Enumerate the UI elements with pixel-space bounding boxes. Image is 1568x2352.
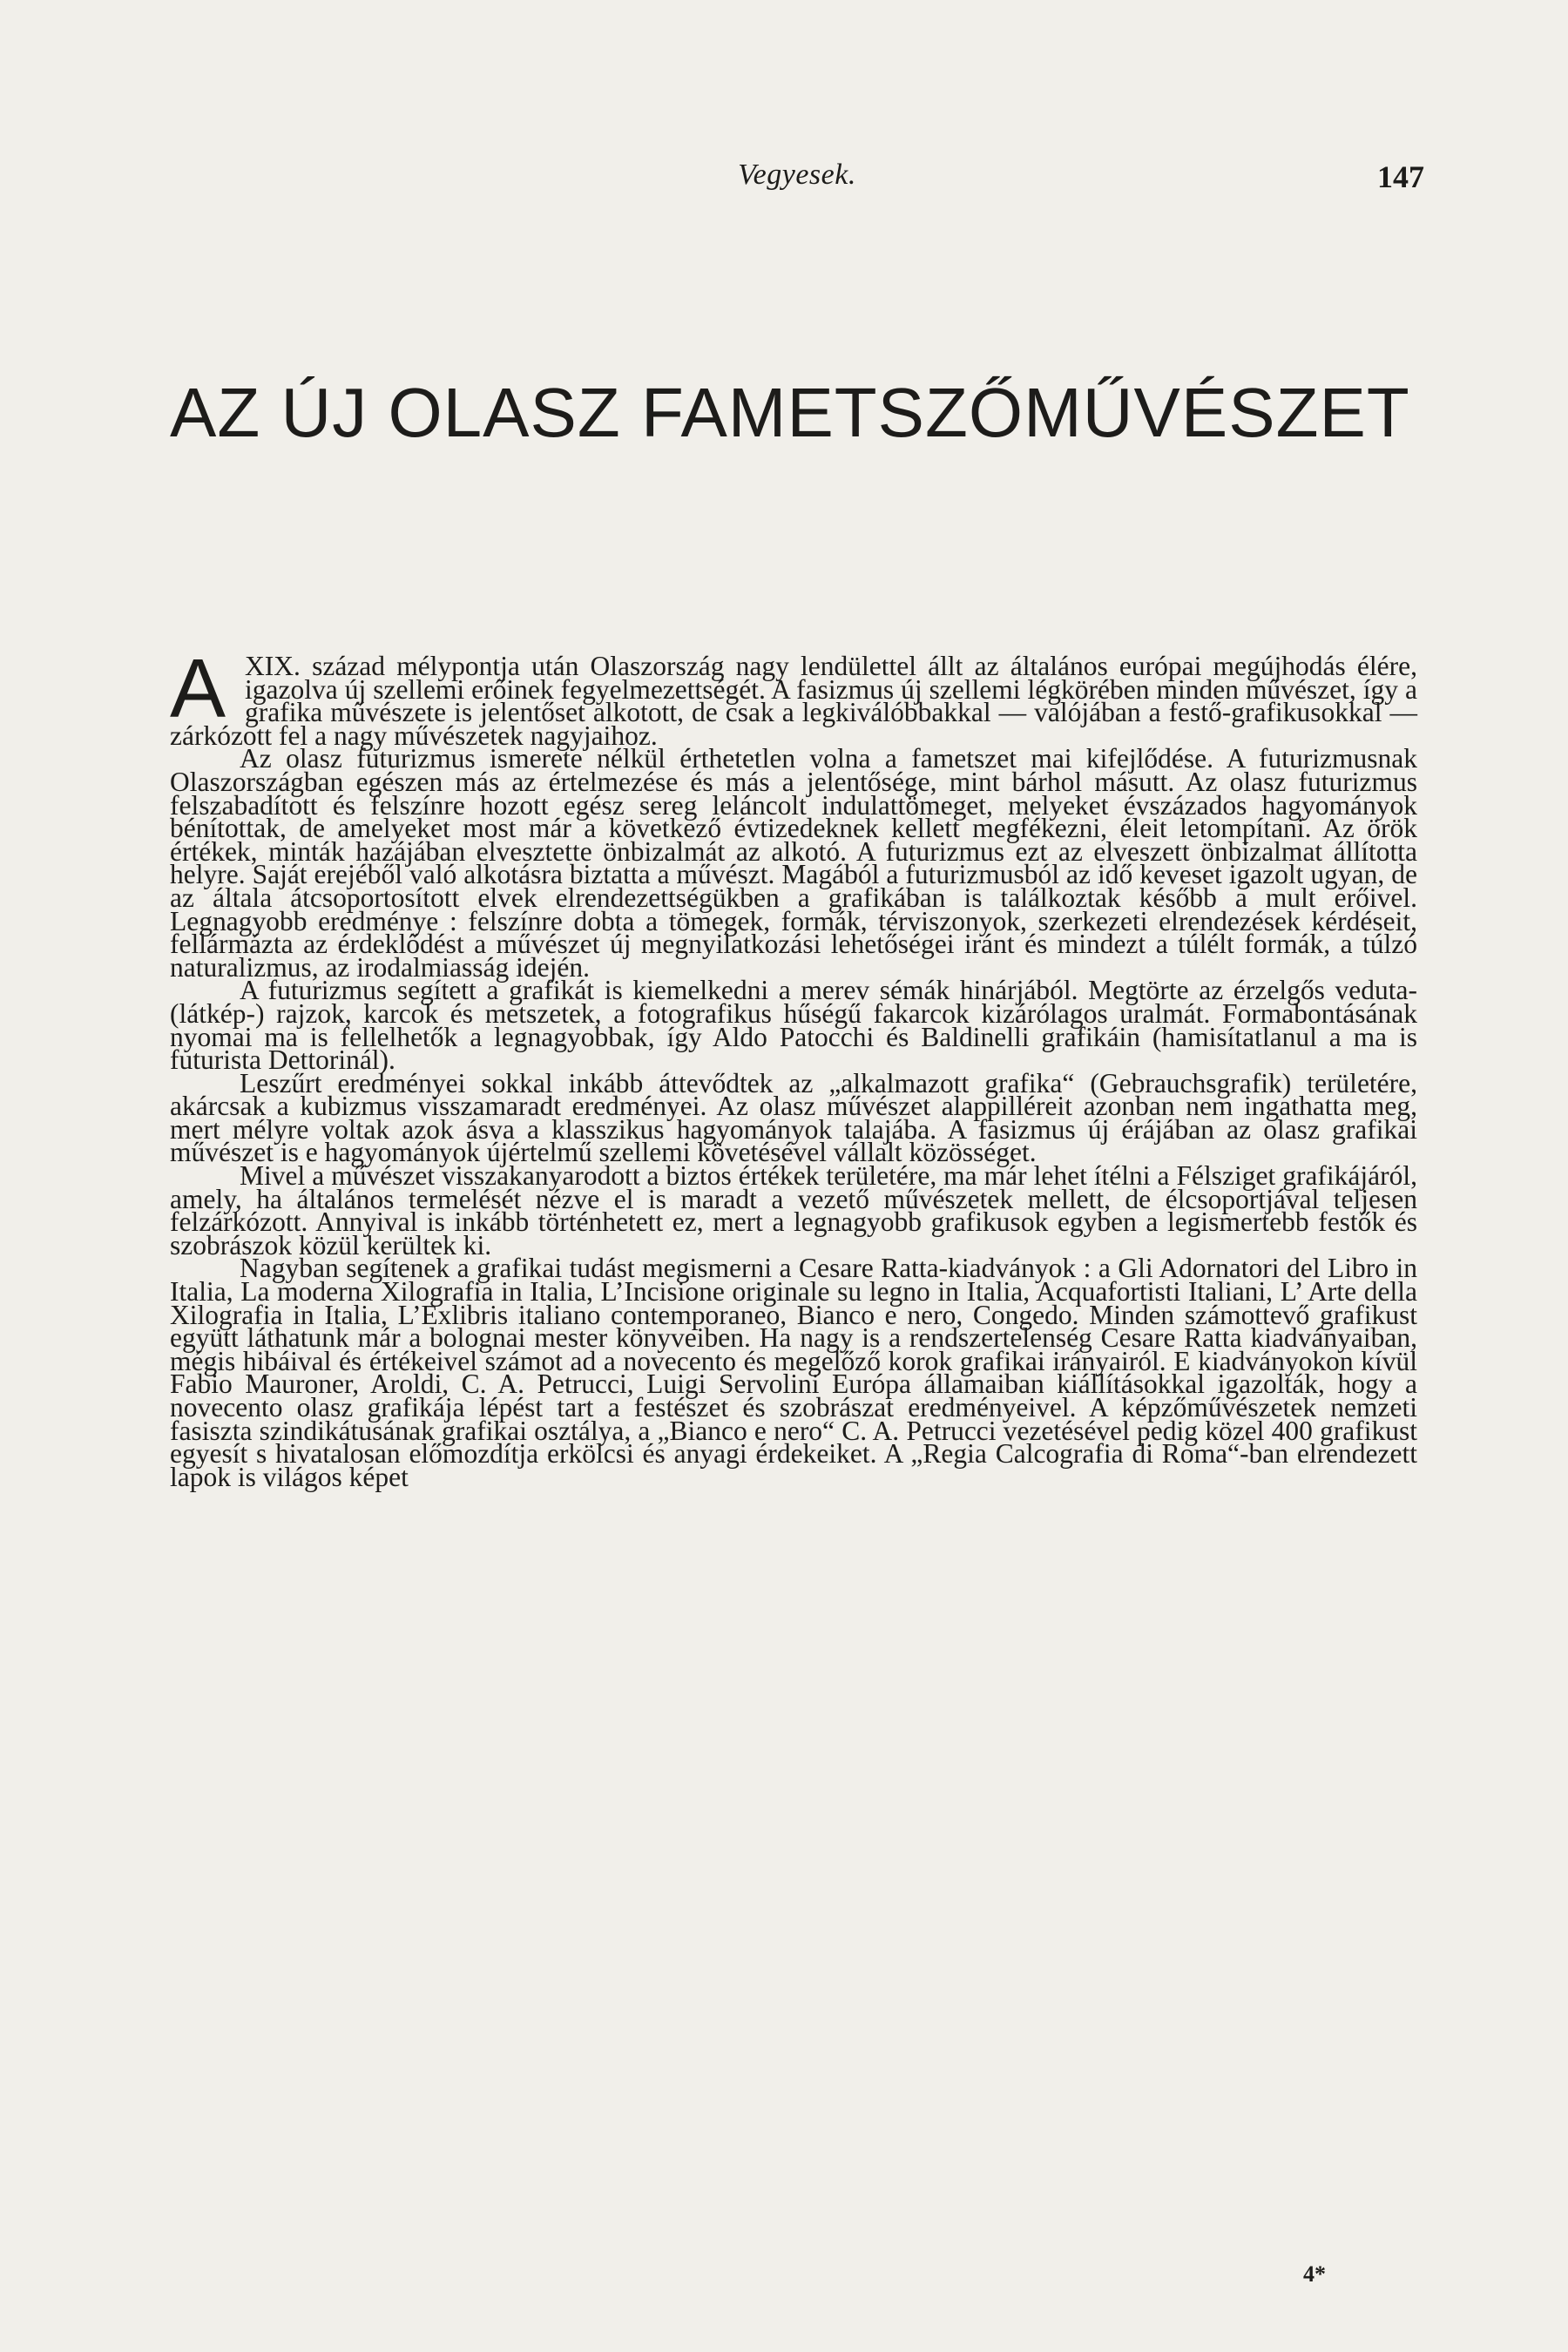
drop-cap: A [170,642,226,735]
paragraph-1 [170,642,1417,751]
paragraph-5: Mivel a művészet visszakanyarodott a biztos értékek területére, ma már lehet ítélni a Félsziget grafikájáról, amely, ha általános termelését nézve el is maradt a vezető művészetek mellett, de élcsoportjával teljesen felzárkózott. Annyival is inkább történhetett ez, mert a legnagyobb grafikusok egyben a legismertebb festők és szobrászok közül kerültek ki. [170,1160,1417,1260]
section-name: Vegyesek. [738,159,856,191]
page-number: 147 [1377,159,1424,194]
article-title: AZ ÚJ OLASZ FAMETSZŐMŰVÉSZET [170,374,1410,451]
signature-mark: 4* [1303,2261,1326,2287]
running-head [170,159,1424,199]
paragraph-6: Nagyban segítenek a grafikai tudást megismerni a Cesare Ratta-kiadványok : a Gli Adornatori del Libro in Italia, La moderna Xilografia in Italia, L’Incisione originale su legno in Italia, Acquafortisti Italiani, L’ Arte della Xilografia in Italia, L’Exlibris italiano contemporaneo, Bianco e nero, Congedo. Minden számottevő grafikust együtt láthatunk már a bolognai mester könyveiben. Ha nagy is a rendszertelenség Cesare Ratta kiadványaiban, mégis hibáival és értékeivel számot ad a novecento és megelőző korok grafikai irányairól. E kiadványokon kívül Fabio Mauroner, Aroldi, C. A. Petrucci, Luigi Servolini Európa államaiban kiállításokkal igazolták, hogy a novecento olasz grafikája lépést tart a festészet és szobrászat eredményeivel. A képzőművészetek nemzeti fasiszta szindikátusának grafikai osztálya, a „Bianco e nero“ C. A. Petrucci vezetésével pedig közel 400 grafikust egyesít s hivatalosan előmozdítja erkölcsi és anyagi érdekeiket. A „Regia Calcografia di Roma“-ban elrendezett lapok is világos képet [170,1253,1417,1492]
article-body [170,642,1417,1492]
paragraph-3: A futurizmus segített a grafikát is kiemelkedni a merev sémák hinárjából. Megtörte az érzelgős veduta- (látkép-) rajzok, karcok és metszetek, a fotografikus hűségű fakarcok kizárólagos uralmát. Formabontásának nyomai ma is fellelhetők a legnagyobbak, így Aldo Patocchi és Baldinelli grafikáin (hamisítatlanul a ma is futurista Dettorinál). [170,975,1417,1076]
paragraph-1-text: XIX. század mélypontja után Olaszország nagy lendülettel állt az általános európai megújhodás élére, igazolva új szellemi erőinek fegyelmezettségét. A fasizmus új szellemi légkörében minden művészet, így a grafika művészete is jelentőset alkotott, de csak a legkiválóbbakkal — valójában a festő-grafikusokkal — zárkózott fel a nagy művészetek nagyjaihoz. [170,651,1417,751]
paragraph-2: Az olasz futurizmus ismerete nélkül érthetetlen volna a fametszet mai kifejlődése. A futurizmusnak Olaszországban egészen más az értelmezése és más a jelentősége, mint bárhol másutt. Az olasz futurizmus felszabadított és felszínre hozott egész sereg leláncolt indulattömeget, melyeket évszázados hagyományok bénítottak, de amelyeket most már a következő évtizedeknek kellett megfékezni, éleit letompítani. Az örök értékek, minták hazájában elvesztette önbizalmát az alkotó. A futurizmus ezt az elveszett önbizalmat állította helyre. Saját erejéből való alkotásra biztatta a művészt. Magából a futurizmusból az idő keveset igazolt ugyan, de az általa átcsoportosított elvek elrendezettségükben a grafikában is találkoztak később a mult erőivel. Legnagyobb eredménye : felszínre dobta a tömegek, formák, térviszonyok, szerkezeti elrendezések kérdéseit, fellármázta az érdeklődést a művészet új megnyilatkozási lehetőségei iránt és mindezt a túlélt formák, a túlzó naturalizmus, az irodalmiasság idején. [170,743,1417,983]
paragraph-4: Leszűrt eredményei sokkal inkább áttevődtek az „alkalmazott grafika“ (Gebrauchsgrafik) területére, akárcsak a kubizmus visszamaradt eredményei. Az olasz művészet alappilléreit azonban nem ingathatta meg, mert mélyre voltak azok ásva a klasszikus hagyományok talajába. A fasizmus új érájában az olasz grafikai művészet is e hagyományok újértelmű szellemi követésével vállalt közösséget. [170,1067,1417,1168]
